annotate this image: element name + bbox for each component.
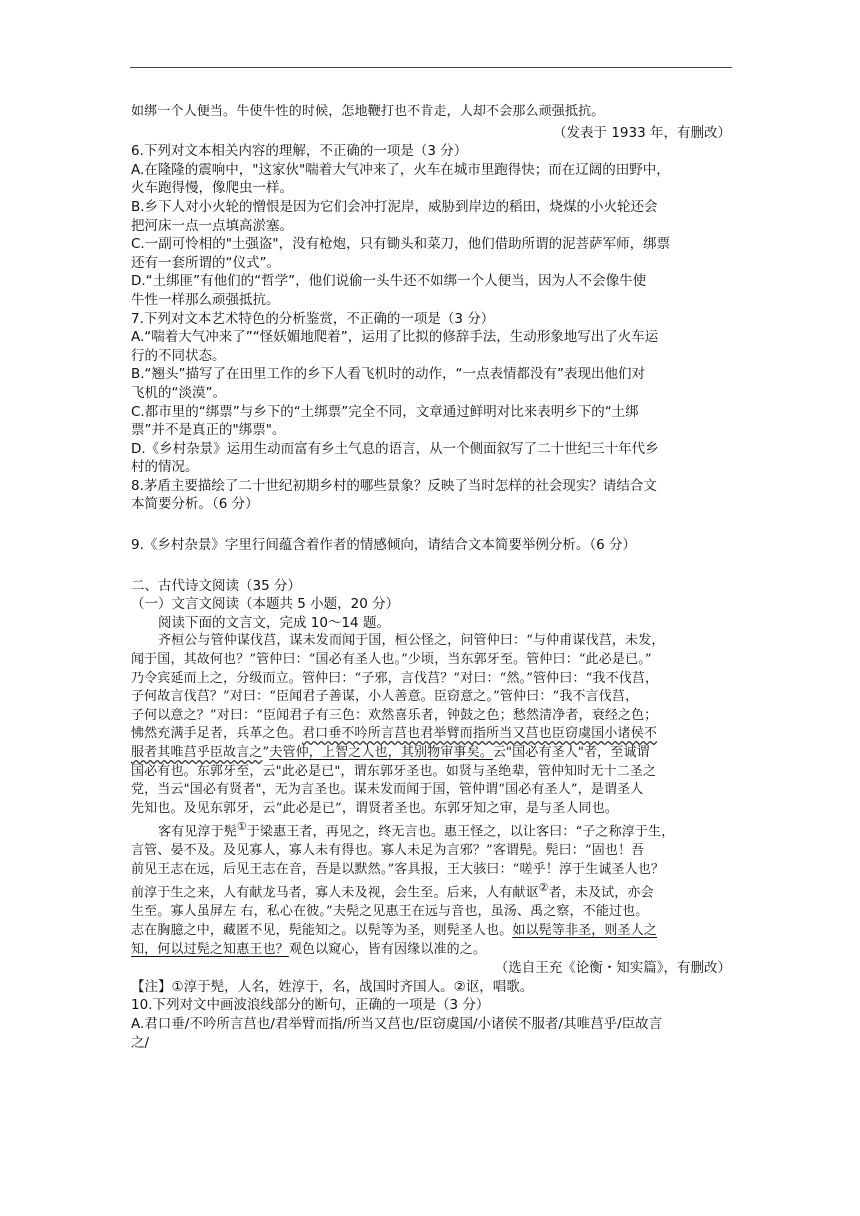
q6-option-c-cont: 还有一套所谓的“仪式”。: [131, 254, 280, 271]
q7-option-d-cont: 村的情况。: [131, 459, 199, 476]
footnote-marker: ①: [236, 820, 247, 834]
answer-space: [131, 514, 731, 536]
subsection-title: （一）文言文阅读（本题共 5 小题，20 分）: [131, 596, 400, 613]
classical-text-line: 前见王志在远，后见王志在音，吾是以默然。”客具报，王大骇曰：“嗟乎！淳于生诚圣人也？: [131, 861, 665, 877]
plain-text: 怫然充满手足者，兵革之色。: [131, 726, 302, 742]
q6-stem: 6.下列对文本相关内容的理解，不正确的一项是（3 分）: [131, 143, 468, 160]
plain-text: 客有见淳于髡: [158, 824, 237, 840]
underlined-sentence: 知，何以过髡之知惠王也？: [131, 941, 289, 957]
footnote-marker: ②: [538, 881, 549, 895]
underlined-sentence: 夫管仲，上智之人也，其别物审事矣。: [269, 745, 493, 760]
q8-question-cont: 本简要分析。（6 分）: [131, 496, 259, 513]
classical-text-line: [131, 725, 731, 744]
classical-text-line: 闻于国，其故何也？”管仲曰：“国必有圣人也。”少顷，当东郭牙至。管仲曰：“此必是已。”: [131, 652, 652, 668]
classical-text-line: [131, 941, 731, 960]
q7-option-c-cont: 票”并不是真正的"绑票"。: [131, 422, 286, 439]
q10-option-a: A.君口垂/不吟所言莒也/君举臂而指/所当又莒也/臣窃虞国/小诸侯不服者/其唯莒乎/臣故言: [131, 1015, 663, 1032]
classical-text-line: 先知也。及见东郭牙，云“此必是已”，谓贤者圣也。东郭牙知之审，是与圣人同也。: [131, 800, 618, 816]
q7-option-c: C.都市里的“绑票”与乡下的“土绑票”完全不同，文章通过鲜明对比来表明乡下的“土绑: [131, 403, 639, 420]
plain-text: 志在胸臆之中，藏匿不见，髡能知之。以髡等为圣，则髡圣人也。: [131, 923, 513, 938]
plain-text: 云"国必有圣人"者，至诚谓: [492, 745, 650, 760]
section-title: 二、古代诗文阅读（35 分）: [131, 577, 301, 594]
passage-source: （发表于 1933 年，有删改）: [553, 124, 731, 141]
q10-option-a-cont: 之/: [131, 1034, 150, 1051]
wavy-underlined-text: 服者其唯莒乎臣故言之: [131, 745, 263, 760]
q7-option-d: D.《乡村杂景》运用生动而富有乡土气息的语言，从一个侧面叙写了二十世纪三十年代乡: [131, 440, 659, 457]
classical-text-line: [131, 922, 731, 941]
q7-option-a: A.“喘着大气冲来了”“怪妖媚地爬着”，运用了比拟的修辞手法，生动形象地写出了火车运: [131, 329, 659, 346]
classical-source: （选自王充《论衡・知实篇》，有删改）: [494, 960, 731, 977]
q6-option-a-cont: 火车跑得慢，像爬虫一样。: [131, 180, 293, 197]
footnotes: 【注】①淳于髡，人名，姓淳于，名，战国时齐国人。②讴，唱歌。: [131, 978, 534, 995]
q7-option-b-cont: 飞机的“淡漠”。: [131, 384, 226, 401]
q6-option-d-cont: 牛性一样那么顽强抵抗。: [131, 291, 280, 308]
plain-text: ”: [262, 745, 270, 760]
q6-option-d: D.“土绑匪”有他们的“哲学”，他们说偷一头牛还不如绑一个人便当，因为人不会像牛使: [131, 273, 647, 290]
classical-text-line: 言管、晏不及。及见寡人，寡人未有得也。寡人未足为言邪？”客谓髡。髡曰：“固也！吾: [131, 843, 645, 859]
classical-text-line: 齐桓公与管仲谋伐莒，谋未发而闻于国，桓公怪之，问管仲曰：“与仲甫谋伐莒，未发，: [158, 633, 665, 649]
classical-text-line: 子何以意之？”对曰：“臣闻君子有三色：欢然喜乐者，钟鼓之色；愁然清净者，衰经之色；: [131, 707, 658, 723]
q7-option-b: B.“翘头”描写了在田里工作的乡下人看飞机时的动作，“一点表情都没有”表现出他们对: [131, 366, 646, 383]
q10-stem: 10.下列对文中画波浪线部分的断句，正确的一项是（3 分）: [131, 997, 490, 1014]
q6-option-b: B.乡下人对小火轮的憎恨是因为它们会冲打泥岸，威胁到岸边的稻田，烧煤的小火轮还会: [131, 198, 658, 215]
classical-text-line: 生至。寡人虽屏左 右，私心在彼。”夫髡之见惠王在远与音也，虽汤、禹之察，不能过也。: [131, 904, 649, 920]
classical-text-line: [131, 744, 731, 763]
reading-instruction: 阅读下面的文言文，完成 10～14 题。: [158, 614, 390, 631]
underlined-sentence: 如以髡等非圣，则圣人之: [512, 923, 658, 938]
plain-text: 于梁惠王者，再见之，终无言也。惠王怪之，以让客曰：“子之称淳于生，: [246, 824, 675, 840]
q7-option-a-cont: 行的不同状态。: [131, 347, 226, 364]
plain-text: 观色以窥心，皆有因缘以准的之。: [288, 941, 487, 957]
classical-text-line: [131, 818, 731, 842]
classical-text-line: 国必有也。东郭牙至，云"此必是已"，谓东郭牙圣也。如贤与圣绝辈，管仲知时无十二圣之: [131, 763, 657, 779]
q7-stem: 7.下列对文本艺术特色的分析鉴赏，不正确的一项是（3 分）: [131, 310, 495, 327]
header-rule: [130, 67, 732, 68]
plain-text: 者，未及试，亦会: [548, 885, 654, 901]
q6-option-a: A.在隆隆的震响中，"这家伙"喘着大气冲来了，火车在城市里跑得快；而在辽阔的田野中，: [131, 161, 670, 178]
classical-text-line: 子何故言伐莒？”对曰：“臣闻君子善谋，小人善意。臣窃意之。”管仲曰：“我不言伐莒，: [131, 689, 639, 705]
exam-page: [131, 103, 731, 1052]
passage-end-line: 如绑一个人便当。牛使牛性的时候，怎地鞭打也不肯走，人却不会那么顽强抵抗。: [131, 104, 605, 119]
answer-space: [131, 555, 731, 577]
q6-option-c: C.一副可怜相的"土强盗"，没有枪炮，只有锄头和菜刀，他们借助所谓的泥菩萨军师，绑票: [131, 236, 671, 253]
q9-question: 9.《乡村杂景》字里行间蕴含着作者的情感倾向，请结合文本简要举例分析。（6 分）: [131, 537, 637, 554]
wavy-underlined-text: 君口垂不吟所言莒也君举臂而指所当又莒也臣窃虞国小诸侯不: [301, 726, 658, 742]
classical-text-line: 党，当云"国必有贤者"，无为言圣也。谋未发而闻于国，管仲谓“国必有圣人”，是谓圣人: [131, 782, 644, 798]
q8-question: 8.茅盾主要描绘了二十世纪初期乡村的哪些景象？反映了当时怎样的社会现实？请结合文: [131, 477, 657, 494]
classical-text-line: [131, 879, 731, 903]
q6-option-b-cont: 把河床一点一点填高淤塞。: [131, 217, 293, 234]
classical-text-line: 乃令宾延而上之，分级而立。管仲曰：“子邪，言伐莒？”对曰：“然。”管仲曰：“我不伐莒，: [131, 670, 659, 686]
plain-text: 前淳于生之来，人有献龙马者，寡人未及视，会生至。后来，人有献讴: [131, 885, 539, 901]
